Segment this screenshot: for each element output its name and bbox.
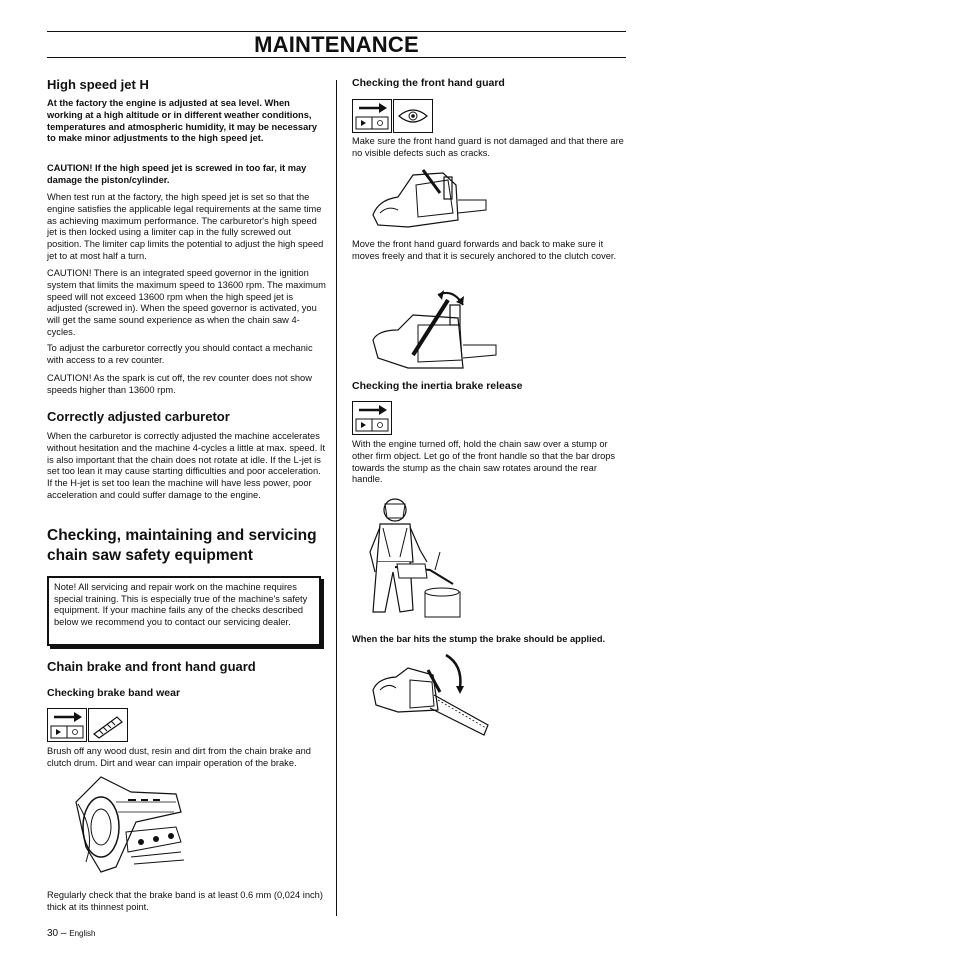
correctly-adjusted-paragraph: When the carburetor is correctly adjusted the machine accelerates without hesitation and the machine 4-cycles a little at max. speed. It is also important that the chain does not rotate at idle. If the L-jet is set too lean it may cause starting difficulties and poor acceleration. If the H-jet is set too lean the machine will have less power, poor acceleration and could suffer damage to the engine. [47,431,326,500]
inertia-brake-illustration [365,492,465,622]
page-number: 30 [47,928,59,939]
front-guard-move-paragraph: Move the front hand guard forwards and back to make sure it moves freely and that it is securely anchored to the clutch cover. [352,239,617,261]
heading-high-speed-jet: High speed jet H [47,77,149,92]
heading-correctly-adjusted: Correctly adjusted carburetor [47,409,230,424]
speed-governor-paragraph: CAUTION! There is an integrated speed governor in the ignition system that limits the maximum speed to 13600 rpm. The maximum speed will not exceed 13600 rpm when the high speed jet is adjusted (screwed in). When the speed governor is activated, you will get the same sound experience as when the chain saw 4-cycles. [47,268,326,337]
inertia-brake-paragraph: With the engine turned off, hold the chain saw over a stump or other firm object. Let go of the front handle so that the bar drops towards the stump as the chain saw rotates around the rear handle. [352,439,616,485]
spark-cut-paragraph: CAUTION! As the spark is cut off, the rev counter does not show speeds higher than 13600 rpm. [47,373,312,395]
page-footer [47,928,96,939]
front-guard-move-illustration [368,280,498,372]
brush-dust-paragraph: Brush off any wood dust, resin and dirt from the chain brake and clutch drum. Dirt and wear can impair operation of the brake. [47,746,311,768]
brake-applied-caption: When the bar hits the stump the brake should be applied. [352,634,606,644]
caution-piston-text: CAUTION! If the high speed jet is screwed in too far, it may damage the piston/cylinder. [47,163,307,185]
servicing-note-text: Note! All servicing and repair work on the machine requires special training. This is especially true of the machine's safety equipment. If your machine fails any of the checks described below we recommend you to contact our servicing dealer. [54,582,308,627]
brush-icon [88,708,128,742]
read-manual-icon [352,99,392,133]
column-divider [336,80,337,916]
brake-band-illustration [56,772,186,880]
brake-applied-illustration [368,650,493,750]
heading-chain-brake: Chain brake and front hand guard [47,659,256,674]
subheading-front-hand-guard: Checking the front hand guard [352,77,505,89]
factory-test-paragraph: When test run at the factory, the high speed jet is set so that the engine satisfies the applicable legal requirements at the same time as achieving maximum performance. The carburetor's high speed jet is then locked using a limiter cap in the fully screwed out position. The limiter cap limits the potential to adjust the high speed jet to at most half a turn. [47,192,324,261]
subheading-inertia-brake: Checking the inertia brake release [352,380,523,392]
front-guard-illustration [368,165,488,235]
heading-safety-equipment-2: chain saw safety equipment [47,547,253,564]
subheading-brake-band-wear: Checking brake band wear [47,687,181,699]
read-manual-icon [352,401,392,435]
footer-language: English [69,929,96,938]
rev-counter-paragraph: To adjust the carburetor correctly you should contact a mechanic with access to a rev counter. [47,343,313,365]
page-title: MAINTENANCE [254,32,419,57]
header-bottom-rule [47,57,626,58]
front-guard-damage-paragraph: Make sure the front hand guard is not damaged and that there are no visible defects such as cracks. [352,136,624,158]
brake-band-thickness-paragraph: Regularly check that the brake band is at least 0.6 mm (0,024 inch) thick at its thinnest point. [47,890,323,912]
high-speed-warning-text: At the factory the engine is adjusted at sea level. When working at a high altitude or in different weather conditions, temperatures and atmospheric humidity, it may be necessary to make minor adjustments to the high speed jet. [47,98,318,144]
read-manual-icon [47,708,87,742]
eye-inspect-icon [393,99,433,133]
footer-dash: – [60,928,67,939]
heading-safety-equipment-1: Checking, maintaining and servicing [47,527,317,544]
servicing-note-box [47,576,321,646]
